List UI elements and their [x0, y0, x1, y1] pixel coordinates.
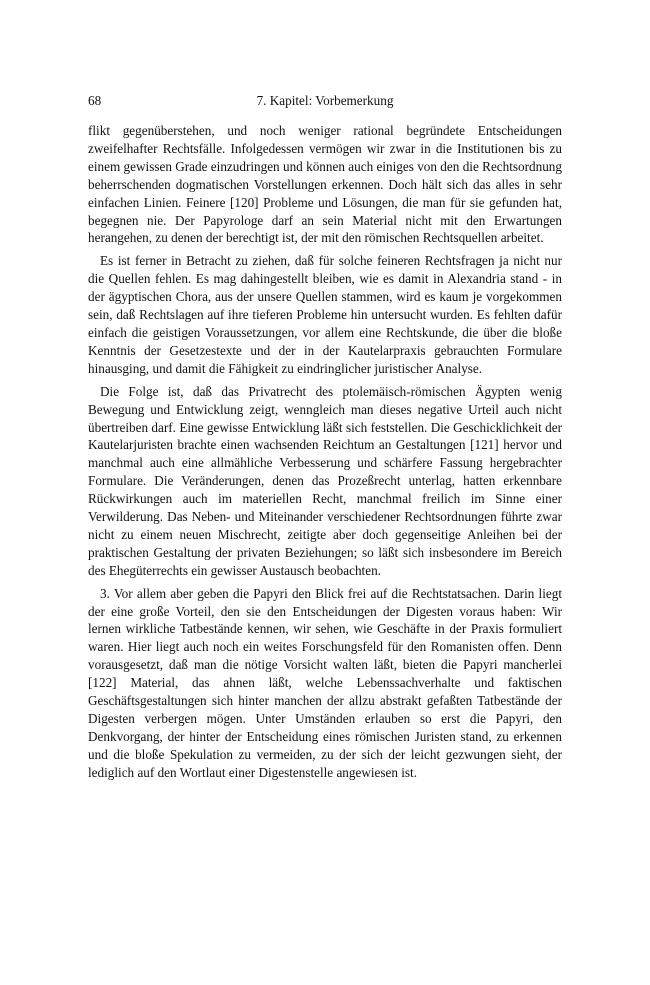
running-title: 7. Kapitel: Vorbemerkung [256, 93, 394, 108]
paragraph-legal-facts: 3. Vor allem aber geben die Papyri den Blick frei auf die Rechtstatsachen. Darin liegt der eine große Vorteil, den sie den Entscheidungen der Digesten voraus haben: Wir lernen wirkliche Tatbestände kennen, wir sehen, wie Geschäfte in der Praxis formuliert waren. Hier liegt auch noch ein weites Forschungsfeld für den Romanisten offen. Denn vorausgesetzt, daß man die nötige Vorsicht walten läßt, bieten die Papyri mancherlei [122] Material, das ahnen läßt, welche Lebenssachverhalte und faktischen Geschäftsgestaltungen sich hinter manchen der allzu abstrakt gefaßten Tatbestände der Digesten verbergen mögen. Unter Umständen erlauben so erst die Papyri, den Denkvorgang, der hinter der Entscheidung eines römischen Juristen stand, zu erkennen und die bloße Spekulation zu vermeiden, zu der sich der leicht gezwungen sieht, der lediglich auf den Wortlaut einer Digestenstelle angewiesen ist. [88, 585, 562, 780]
paragraph-sources-missing: Es ist ferner in Betracht zu ziehen, daß für solche feineren Rechtsfragen ja nicht nur die Quellen fehlen. Es mag dahingestellt bleiben, wie es damit in Alexandria stand - in der ägyptischen Chora, aus der unsere Quellen stammen, wird es kaum je vorgekommen sein, daß Rechtslagen auf ihre tieferen Probleme hin untersucht wurden. Es fehlten dafür einfach die geistigen Voraussetzungen, vor allem eine Rechtskunde, die über die bloße Kenntnis der Gesetzestexte und der in der Kautelarpraxis gebrauchten Formulare hinausging, und damit die Fähigkeit zu eindringlicher juristischer Analyse. [88, 253, 562, 376]
paragraph-development: Die Folge ist, daß das Privatrecht des ptolemäisch-römischen Ägypten wenig Bewegung und Entwicklung zeigt, wenngleich man dieses negative Urteil auch nicht übertreiben darf. Eine gewisse Entwicklung läßt sich feststellen. Die Geschicklichkeit der Kautelarjuristen brachte einen wachsenden Reichtum an Gestaltungen [121] hervor und manchmal auch eine allmähliche Verbesserung und schärfere Fassung hergebrachter Formulare. Die Veränderungen, denen das Prozeßrecht unterlag, hatten erkennbare Rückwirkungen auch im materiellen Recht, manchmal freilich im Sinne einer Verwilderung. Das Neben- und Miteinander verschiedener Rechtsordnungen führte zwar nicht zu einem neuen Mischrecht, zeitigte aber doch gegenseitige Anleihen bei der praktischen Gestaltung der privaten Beziehungen; so läßt sich insbesondere im Bereich des Ehegüterrechts ein gewisser Austausch beobachten. [88, 383, 562, 578]
body-text [88, 122, 562, 782]
book-page [88, 92, 562, 787]
running-head [88, 92, 562, 112]
page-number: 68 [88, 93, 102, 108]
paragraph-continuation: flikt gegenüberstehen, und noch weniger rational begründete Entscheidungen zweifelhafter Rechtsfälle. Infolgedessen vermögen wir zwar in die Institutionen bis zu einem gewissen Grade einzudringen und können auch einiges von den die Rechtsordnung beherrschenden dogmatischen Vorstellungen erkennen. Doch hält sich das alles in sehr einfachen Linien. Feinere [120] Probleme und Lösungen, die man für sie gefunden hat, begegnen nie. Der Papyrologe darf an sein Material nicht mit den Erwartungen herangehen, zu denen der berechtigt ist, der mit den römischen Rechtsquellen arbeitet. [88, 123, 562, 246]
